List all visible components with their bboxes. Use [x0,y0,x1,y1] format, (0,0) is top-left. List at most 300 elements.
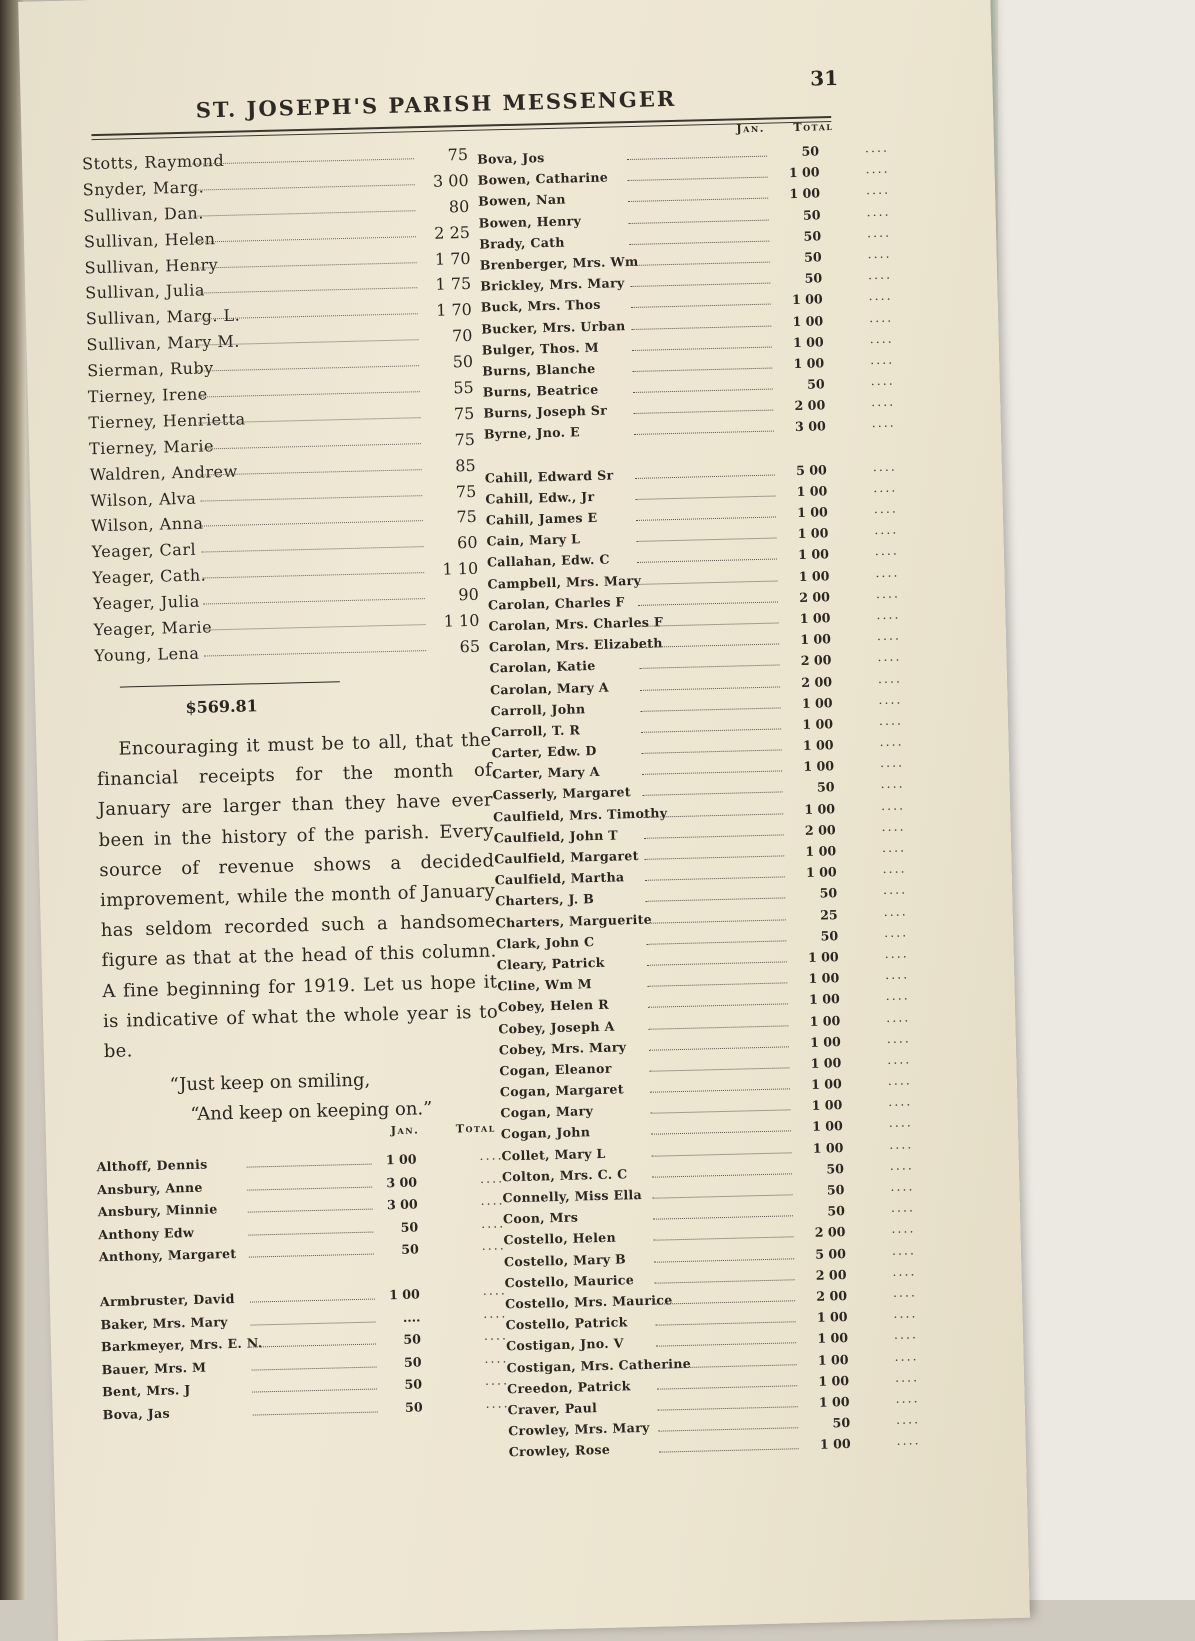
donor-name: Cogan, John [500,1124,591,1142]
donor-amount: 70 [451,326,473,346]
donor-name: Sullivan, Marg. L. [85,305,241,329]
donor-name: Coon, Mrs [502,1209,579,1227]
donor-table-bottom [96,1146,522,1427]
donor-amount: 80 [448,196,470,217]
leader-dots [642,771,782,775]
donor-name: Armbruster, David [99,1290,235,1310]
donor-name: Yeager, Carl [91,540,197,562]
donor-name: Cahill, Edward Sr [484,467,614,486]
leader-dots [201,521,423,527]
total-amount-cell: .... [867,245,892,262]
donor-amount: 55 [453,377,474,398]
leader-dots [646,940,786,944]
donor-name: Cahill, James E [485,509,598,528]
jan-amount: 1 00 [796,483,828,499]
total-amount-cell: .... [483,1304,508,1321]
total-amount-cell: .... [869,330,894,346]
leader-dots [658,1427,798,1431]
jan-amount: 1 00 [808,991,840,1008]
donor-name: Bowen, Henry [478,212,582,231]
donor-name: Tierney, Henrietta [88,409,246,433]
jan-amount: 50 [401,1241,419,1258]
donor-name: Yeager, Julia [92,591,201,614]
jan-amount: 50 [826,1182,845,1198]
jan-amount: 50 [802,206,821,223]
jan-amount: 50 [400,1219,419,1235]
total-amount-cell: .... [876,627,902,644]
donor-amount: 1 75 [435,274,472,295]
donor-amount: 60 [456,533,478,553]
donor-name: Bulger, Thos. M [481,339,600,358]
donor-amount: 1 70 [435,300,473,321]
donor-name: Cleary, Patrick [496,954,605,973]
donor-amount: 1 10 [442,559,479,579]
document-page [18,0,1030,1641]
leader-dots [194,236,416,242]
leader-dots [199,443,421,449]
jan-amount: 1 00 [807,949,839,965]
jan-amount: 1 00 [805,843,837,859]
jan-amount: 1 00 [793,355,825,371]
leader-dots [630,262,770,266]
leader-dots [649,1046,789,1050]
donor-amount: 65 [459,636,481,657]
donor-amount: 85 [455,455,476,476]
leader-dots [248,1209,373,1213]
jan-amount: 25 [819,906,838,923]
leader-dots [656,1321,796,1325]
donor-amount: 1 70 [434,248,471,269]
donor-name: Caulfield, Margaret [494,847,639,867]
total-amount-cell: .... [480,1215,506,1231]
total-amount-cell: .... [481,1237,506,1254]
total-amount-cell: .... [893,1305,918,1322]
donor-name: Colton, Mrs. C. C [501,1166,628,1185]
leader-dots [648,1025,788,1029]
jan-amount: 1 00 [810,1054,842,1071]
total-amount-cell: .... [891,1241,917,1258]
total-amount-cell: .... [886,1030,911,1046]
jan-amount: 1 00 [809,1033,841,1050]
leader-dots [648,1004,788,1008]
donor-name: Burns, Joseph Sr [483,402,608,421]
jan-amount: 5 00 [815,1245,847,1262]
total-amount-cell: .... [873,500,898,517]
jan-amount: 1 00 [788,164,820,181]
total-amount-cell: .... [894,1368,920,1385]
jan-amount: 1 00 [808,970,840,986]
donor-name: Costigan, Jno. V [505,1335,624,1354]
total-amount-cell: .... [872,458,897,474]
leader-dots [652,1152,792,1156]
donor-name: Carolan, Charles F [487,593,625,613]
jan-amount: 1 00 [800,631,832,648]
jan-amount: 3 00 [386,1174,418,1190]
total-amount-cell: .... [479,1147,504,1163]
donor-name: Callahan, Edw. C [486,551,610,570]
total-amount-cell: .... [482,1282,507,1298]
leader-dots [202,546,424,552]
total-amount-cell: .... [880,775,905,792]
page-title: ST. JOSEPH'S PARISH MESSENGER [195,85,677,123]
jan-amount: 50 [804,270,823,286]
donor-name: Bowen, Nan [477,191,566,210]
leader-dots [251,1321,376,1325]
jan-amount: 1 00 [802,737,834,753]
jan-amount: 1 00 [811,1118,844,1135]
total-amount-cell: .... [893,1326,919,1343]
leader-dots [202,572,424,578]
donor-amount: 75 [447,144,469,165]
total-amount-cell: .... [485,1395,510,1411]
total-amount-cell: .... [868,309,894,325]
donor-amount: 75 [454,429,476,450]
editorial-paragraph: Encouraging it must be to all, that the financial receipts for the month of January are larger than they have ever been in the history of the parish. Every source of revenue shows a decided improvement, while the month of January has seldom recorded such a handsome figure as that at the head of this column. A fine beginning for 1919. Let us hope it is indicative of what the whole year is to be. [96,729,499,1063]
jan-amount: 2 00 [816,1287,848,1304]
donor-name: Carter, Mary A [491,764,600,782]
jan-amount: 1 00 [805,864,837,881]
book-spine-shadow [0,0,26,1600]
jan-amount: 1 00 [798,567,830,584]
donor-name: Bova, Jas [102,1405,171,1423]
total-amount-cell: .... [874,521,899,538]
donor-name: Carter, Edw. D [491,743,597,761]
donor-name: Caulfield, Martha [494,869,625,888]
leader-dots [204,650,426,656]
donor-name: Clark, John C [496,933,595,952]
jan-amount: 50 [803,228,822,244]
leader-dots [633,389,773,393]
leader-dots [193,184,415,190]
leader-dots [195,288,417,294]
donor-name: Sullivan, Helen [83,228,216,252]
jan-amount: 50 [827,1203,846,1219]
leader-dots [638,601,778,605]
jan-amount: 50 [816,779,835,796]
column-header-jan-right: Jan. [736,121,766,136]
donor-name: Cline, Wm M [497,976,593,994]
donor-name: Brickley, Mrs. Mary [480,275,625,294]
jan-amount: 1 00 [817,1330,849,1347]
donor-name: Creedon, Patrick [506,1378,631,1397]
donor-name: Bauer, Mrs. M [101,1359,207,1377]
donor-name: Crowley, Rose [508,1442,611,1460]
jan-amount: 50 [403,1331,422,1348]
total-amount-cell: .... [877,648,902,665]
donor-name: Bucker, Mrs. Urban [481,317,626,337]
jan-amount: 2 00 [801,673,833,690]
donor-name: Carroll, John [490,700,586,719]
total-amount-cell: .... [888,1093,913,1110]
donor-amount: 75 [456,507,478,527]
donor-name: Bowen, Catharine [477,169,609,188]
column-header-jan-bottom: Jan. [390,1123,420,1138]
donor-name: Sullivan, Henry [84,254,219,277]
donor-name: Carolan, Katie [489,658,596,676]
total-amount-cell: .... [894,1347,919,1364]
leader-dots [193,210,415,216]
total-amount: $569.81 [185,696,259,717]
jan-amount: 1 00 [792,333,824,350]
jan-amount: 50 [403,1354,422,1370]
total-amount-cell: .... [865,160,890,177]
leader-dots [628,198,768,202]
jan-amount: 2 00 [794,397,826,414]
donor-name: Burns, Blanche [482,360,596,379]
leader-dots [651,1131,791,1135]
leader-dots [635,495,775,499]
total-amount-cell: .... [882,881,908,898]
donor-name: Costello, Mrs. Maurice [504,1292,673,1312]
total-amount-cell: .... [892,1263,917,1279]
total-amount-cell: .... [879,754,905,771]
donor-name: Brady, Cath [479,234,565,252]
total-amount-cell: .... [479,1169,505,1186]
leader-dots [637,538,777,542]
total-amount-cell: .... [876,606,901,623]
jan-amount: 50 [404,1399,423,1415]
jan-amount: 1 00 [818,1393,850,1410]
leader-dots [627,156,767,160]
quote [169,1064,432,1130]
donor-name: Waldren, Andrew [89,461,238,484]
leader-dots [640,665,780,669]
jan-amount: 1 00 [791,291,823,308]
jan-amount: 50 [404,1376,423,1393]
jan-amount: 1 00 [388,1286,421,1303]
total-amount-cell: .... [887,1051,912,1067]
jan-amount: 50 [803,249,822,265]
donor-list-left [82,143,485,670]
jan-amount: 1 00 [804,800,836,817]
leader-dots [252,1366,377,1370]
leader-dots [655,1300,795,1304]
jan-amount: 1 00 [816,1309,848,1325]
donor-name: Anthony Edw [98,1224,195,1243]
jan-amount: .... [402,1309,421,1325]
donor-table-right [477,138,929,1462]
total-amount-cell: .... [880,797,906,813]
jan-amount: 50 [807,376,825,392]
total-amount-cell: .... [868,287,893,304]
jan-amount: 50 [820,927,839,944]
jan-amount: 50 [826,1160,845,1177]
total-amount-cell: .... [890,1178,915,1194]
donor-name: Campbell, Mrs. Mary [487,572,642,592]
donor-name: Tierney, Marie [88,436,215,459]
leader-dots [247,1164,372,1168]
jan-amount: 1 00 [792,312,824,329]
donor-name: Bent, Mrs. J [101,1382,191,1400]
total-amount-cell: .... [873,479,898,495]
jan-amount: 1 00 [810,1076,843,1092]
leader-dots [247,1186,372,1190]
total-amount-cell: .... [883,924,909,940]
total-amount-cell: .... [892,1284,918,1300]
donor-name: Casserly, Margaret [492,784,632,803]
quote-line-2: “And keep on keeping on.” [190,1098,433,1125]
total-amount-cell: .... [884,966,910,983]
leader-dots [631,325,771,329]
donor-name: Cogan, Margaret [499,1081,625,1100]
leader-dots [636,517,776,521]
leader-dots [632,367,772,371]
donor-name: Tierney, Irene [87,384,208,407]
donor-name: Cobey, Helen R [497,997,610,1015]
total-amount-cell: .... [870,393,896,410]
leader-dots [658,1406,798,1410]
donor-name: Crowley, Mrs. Mary [508,1419,650,1439]
total-amount-cell: .... [484,1350,509,1366]
leader-dots [252,1389,377,1393]
column-header-total-bottom: Total [455,1121,496,1136]
donor-name: Cogan, Mary [500,1103,594,1121]
donor-name: Althoff, Dennis [96,1156,208,1175]
donor-name: Young, Lena [93,643,200,666]
leader-dots [250,1299,375,1303]
donor-name: Carolan, Mrs. Charles F [488,614,664,634]
donor-name: Stotts, Raymond [81,150,225,174]
leader-dots [653,1194,793,1198]
leader-dots [655,1279,795,1283]
total-amount-cell: .... [877,669,903,686]
jan-amount: 1 00 [799,610,831,626]
donor-amount: 2 25 [434,222,471,243]
total-amount-cell: .... [891,1220,916,1237]
leader-dots [644,834,784,838]
total-amount-cell: .... [895,1390,920,1406]
total-amount-cell: .... [879,733,904,750]
jan-amount: 5 00 [795,461,827,478]
total-amount-cell: .... [869,351,895,368]
total-amount-cell: .... [889,1157,915,1173]
leader-dots [654,1258,794,1262]
jan-amount: 1 00 [811,1097,843,1114]
jan-amount: 2 00 [804,821,836,838]
total-amount-cell: .... [889,1135,914,1152]
jan-amount: 1 00 [796,504,829,520]
leader-dots [641,707,781,711]
donor-name: Snyder, Marg. [82,177,205,200]
donor-amount: 75 [453,403,475,424]
donor-amount: 50 [452,351,474,372]
total-rule [120,681,340,687]
donor-name: Baker, Mrs. Mary [100,1313,228,1332]
leader-dots [649,1067,789,1071]
total-amount-cell: .... [895,1411,921,1427]
donor-name: Barkmeyer, Mrs. E. N. [100,1335,263,1355]
leader-dots [647,961,787,965]
jan-amount: 1 00 [817,1351,849,1368]
leader-dots [646,919,786,923]
donor-name: Cobey, Joseph A [498,1018,615,1036]
total-amount-cell: .... [888,1114,913,1131]
donor-name: Cain, Mary L [486,531,581,549]
donor-name: Charters, J. B [495,891,595,909]
leader-dots [644,855,784,859]
quote-line-1: “Just keep on smiling, [169,1069,371,1096]
donor-name: Collet, Mary L [501,1145,606,1164]
jan-amount: 1 00 [802,716,834,732]
donor-name: Byrne, Jno. E [483,424,581,443]
total-amount-cell: .... [866,224,892,240]
leader-dots [645,898,785,902]
jan-amount: 1 00 [797,525,829,542]
leader-dots [653,1215,793,1219]
donor-name: Sierman, Ruby [86,358,214,381]
leader-dots [248,1231,373,1235]
donor-name: Caulfield, Mrs. Timothy [493,804,668,825]
leader-dots [633,410,773,414]
donor-name: Carolan, Mary A [489,679,610,698]
donor-amount: 90 [458,584,479,605]
total-amount-cell: .... [886,1008,911,1025]
total-amount-cell: .... [878,691,903,707]
jan-amount: 1 00 [818,1372,850,1389]
total-amount-cell: .... [883,902,908,919]
donor-name: Buck, Mrs. Thos [480,297,601,315]
jan-amount: 2 00 [814,1224,846,1241]
page-number: 31 [809,65,839,91]
donor-name: Anthony, Margaret [98,1246,237,1265]
donor-name: Bova, Jos [476,150,545,167]
leader-dots [631,304,771,308]
column-header-total-right: Total [793,119,834,134]
leader-dots [645,877,785,881]
jan-amount: 3 00 [794,418,826,435]
leader-dots [249,1254,374,1258]
leader-dots [632,346,772,350]
total-amount-cell: .... [887,1072,912,1089]
leader-dots [652,1173,792,1177]
leader-dots [650,1088,790,1092]
jan-amount: 50 [832,1415,851,1431]
jan-amount: 1 00 [803,758,835,775]
leader-dots [647,982,787,986]
total-amount-cell: .... [480,1192,505,1209]
donor-name: Costigan, Mrs. Catherine [506,1355,692,1375]
jan-amount: 2 00 [815,1266,847,1283]
donor-name: Sullivan, Dan. [83,203,205,226]
leader-dots [629,219,769,223]
total-amount-cell: .... [874,542,899,559]
donor-amount: 3 00 [432,170,469,191]
donor-name: Costello, Maurice [504,1271,635,1291]
leader-dots [642,750,782,754]
donor-name: Caulfield, John T [493,827,619,846]
jan-amount: 3 00 [386,1196,418,1213]
donor-name: Carolan, Mrs. Elizabeth [488,635,663,655]
leader-dots [629,240,769,244]
donor-amount: 1 10 [443,610,480,631]
total-amount-cell: .... [881,839,907,856]
leader-dots [656,1343,796,1347]
total-amount-cell: .... [885,987,910,1004]
leader-dots [641,728,781,732]
total-amount-cell: .... [881,818,906,834]
donor-name: Charters, Marguerite [495,911,653,931]
leader-dots [628,177,768,181]
total-amount-cell: .... [484,1372,510,1389]
leader-dots [638,580,778,584]
donor-name: Yeager, Cath. [92,565,207,588]
donor-name: Cogan, Eleanor [499,1060,612,1079]
total-amount-cell: .... [866,203,891,219]
donor-name: Brenberger, Mrs. Wm [479,253,639,273]
leader-dots [650,1110,790,1114]
donor-name: Craver, Paul [507,1400,598,1418]
donor-name: Sullivan, Mary M. [86,331,241,355]
